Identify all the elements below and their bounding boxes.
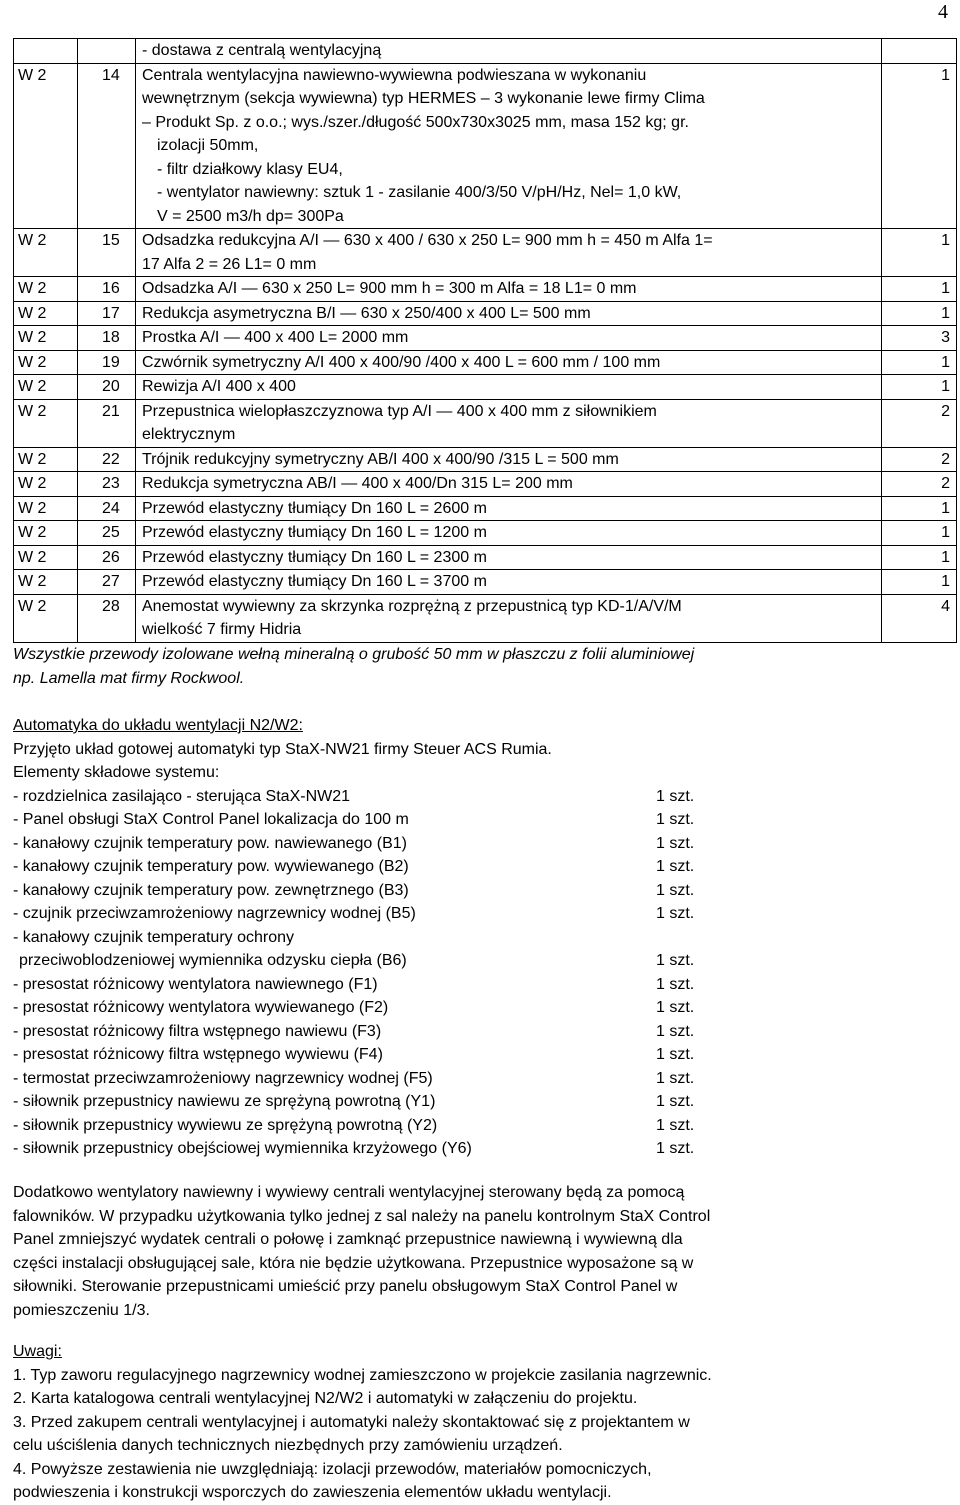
table-row [14, 594, 957, 642]
remarks-list [13, 1364, 913, 1505]
item-name: - kanałowy czujnik temperatury pow. zewnętrznego (B3) [13, 881, 409, 899]
description-line: Prostka A/I — 400 x 400 L= 2000 mm [142, 329, 409, 346]
cell-description [136, 229, 882, 277]
description-line: izolacji 50mm, [157, 137, 259, 154]
cell-quantity: 2 [882, 447, 957, 472]
paragraph-line: Dodatkowo wentylatory nawiewny i wywiewy centrali wentylacyjnej sterowany będą za pomocą [13, 1184, 685, 1201]
item-quantity: 1 szt. [656, 1140, 695, 1157]
table-row [14, 399, 957, 447]
cell-quantity: 1 [882, 375, 957, 400]
item-quantity: 1 szt. [656, 1046, 695, 1063]
cell-description [136, 375, 882, 400]
table-row [14, 277, 957, 302]
description-line: Przewód elastyczny tłumiący Dn 160 L = 1200 m [142, 524, 487, 541]
cell-quantity: 1 [882, 277, 957, 302]
cell-code: W 2 [14, 545, 78, 570]
description-line: - filtr działkowy klasy EU4, [157, 160, 343, 178]
item-quantity: 1 szt. [656, 787, 695, 805]
cell-item-number: 20 [78, 375, 136, 400]
cell-code: W 2 [14, 229, 78, 277]
remark-line: 3. Przed zakupem centrali wentylacyjnej i automatyki należy skontaktować się z projektantem w [13, 1413, 690, 1431]
additional-paragraph [13, 1181, 899, 1322]
item-quantity: 1 szt. [656, 999, 695, 1016]
paragraph-line: siłowniki. Sterowanie przepustnicami umieścić przy panelu obsługowym StaX Control Panel w [13, 1278, 678, 1295]
paragraph-line: części instalacji obsługującej sale, która nie będzie użytkowana. Przepustnice wyposażone są w [13, 1254, 694, 1272]
remark-line: 4. Powyższe zestawienia nie uwzględniają: izolacji przewodów, materiałów pomocniczych, [13, 1460, 652, 1478]
list-item [13, 1043, 933, 1067]
cell-description [136, 472, 882, 497]
cell-code: W 2 [14, 375, 78, 400]
cell-quantity: 3 [882, 326, 957, 351]
cell-item-number: 21 [78, 399, 136, 447]
paragraph-line: Panel zmniejszyć wydatek centrali o połowę i zamknąć przepustnice nawiewną i wywiewną dla [13, 1231, 683, 1248]
description-line: 17 Alfa 2 = 26 L1= 0 mm [142, 255, 317, 273]
item-name: - siłownik przepustnicy wywiewu ze sprężyną powrotną (Y2) [13, 1116, 438, 1134]
cell-description [136, 277, 882, 302]
table-row [14, 496, 957, 521]
cell-code: W 2 [14, 472, 78, 497]
description-line: elektrycznym [142, 426, 236, 443]
item-name: - siłownik przepustnicy obejściowej wymiennika krzyżowego (Y6) [13, 1140, 472, 1157]
item-quantity: 1 szt. [656, 952, 695, 969]
cell-code: W 2 [14, 521, 78, 546]
cell-item-number: 22 [78, 447, 136, 472]
list-item [13, 1114, 933, 1138]
item-quantity: 1 szt. [656, 1069, 695, 1087]
item-quantity: 1 szt. [656, 834, 695, 852]
list-item [13, 949, 933, 973]
specification-table [13, 38, 957, 643]
cell-code: W 2 [14, 326, 78, 351]
cell-quantity: 1 [882, 496, 957, 521]
cell-quantity: 1 [882, 229, 957, 277]
item-name: - siłownik przepustnicy nawiewu ze sprężyną powrotną (Y1) [13, 1093, 436, 1110]
list-item [13, 1067, 933, 1091]
cell-code: W 2 [14, 301, 78, 326]
cell-description [136, 496, 882, 521]
description-line: Czwórnik symetryczny A/I 400 x 400/90 /400 x 400 L = 600 mm / 100 mm [142, 353, 661, 371]
list-item [13, 996, 933, 1020]
cell-quantity: 1 [882, 521, 957, 546]
cell-description [136, 447, 882, 472]
cell-code: W 2 [14, 594, 78, 642]
cell-item-number: 24 [78, 496, 136, 521]
cell-description [136, 545, 882, 570]
cell-code: W 2 [14, 447, 78, 472]
cell-code: W 2 [14, 350, 78, 375]
remark-line: celu uściślenia danych technicznych niezbędnych przy zamówieniu urządzeń. [13, 1437, 563, 1454]
item-quantity: 1 szt. [656, 905, 695, 922]
cell-quantity: 1 [882, 63, 957, 229]
insulation-note-line: np. Lamella mat firmy Rockwool. [13, 669, 245, 687]
cell-description [136, 399, 882, 447]
cell-item-number: 16 [78, 277, 136, 302]
cell-code: W 2 [14, 277, 78, 302]
cell-item-number: 23 [78, 472, 136, 497]
list-item [13, 832, 933, 856]
cell-item-number: 26 [78, 545, 136, 570]
remarks-heading: Uwagi: [13, 1343, 62, 1360]
description-line: Centrala wentylacyjna nawiewno-wywiewna podwieszana w wykonaniu [142, 66, 647, 84]
description-line: V = 2500 m3/h dp= 300Pa [157, 207, 344, 225]
list-item [13, 785, 933, 809]
cell-code: W 2 [14, 570, 78, 595]
cell-code: W 2 [14, 63, 78, 229]
cell-quantity: 1 [882, 301, 957, 326]
item-name: - czujnik przeciwzamrożeniowy nagrzewnicy wodnej (B5) [13, 905, 416, 922]
item-quantity: 1 szt. [656, 1116, 695, 1134]
automation-items-list [13, 785, 933, 1161]
list-item [13, 855, 933, 879]
list-item [13, 1137, 933, 1161]
table-row [14, 229, 957, 277]
paragraph-line: falowników. W przypadku użytkowania tylko jednej z sal należy na panelu kontrolnym StaX Control [13, 1207, 711, 1225]
item-name: - kanałowy czujnik temperatury pow. nawiewanego (B1) [13, 834, 407, 852]
cell-quantity [882, 39, 957, 64]
item-name: - presostat różnicowy filtra wstępnego nawiewu (F3) [13, 1022, 382, 1040]
cell-description [136, 301, 882, 326]
cell-description [136, 39, 882, 64]
item-name: - kanałowy czujnik temperatury ochrony [13, 928, 295, 946]
cell-item-number: 15 [78, 229, 136, 277]
list-item [13, 902, 933, 926]
table-row [14, 301, 957, 326]
cell-code: W 2 [14, 496, 78, 521]
description-line: Przepustnica wielopłaszczyznowa typ A/I — 400 x 400 mm z siłownikiem [142, 402, 657, 420]
cell-description [136, 594, 882, 642]
cell-item-number: 19 [78, 350, 136, 375]
automation-heading: Automatyka do układu wentylacji N2/W2: [13, 717, 303, 734]
description-line: - wentylator nawiewny: sztuk 1 - zasilanie 400/3/50 V/pH/Hz, Nel= 1,0 kW, [157, 184, 682, 201]
item-quantity: 1 szt. [656, 858, 695, 875]
cell-description [136, 63, 882, 229]
item-name: - kanałowy czujnik temperatury pow. wywiewanego (B2) [13, 858, 409, 875]
cell-quantity: 4 [882, 594, 957, 642]
item-quantity: 1 szt. [656, 881, 695, 899]
cell-description [136, 521, 882, 546]
insulation-note-line: Wszystkie przewody izolowane wełną mineralną o grubość 50 mm w płaszczu z folii aluminiowej [13, 646, 695, 663]
cell-item-number: 14 [78, 63, 136, 229]
description-line: Odsadzka A/I — 630 x 250 L= 900 mm h = 300 m Alfa = 18 L1= 0 mm [142, 280, 637, 297]
cell-item-number: 25 [78, 521, 136, 546]
description-line: Odsadzka redukcyjna A/I — 630 x 400 / 630 x 250 L= 900 mm h = 450 m Alfa 1= [142, 232, 713, 249]
paragraph-line: pomieszczeniu 1/3. [13, 1301, 150, 1319]
item-name: - termostat przeciwzamrożeniowy nagrzewnicy wodnej (F5) [13, 1069, 433, 1087]
description-line: Redukcja symetryczna AB/I — 400 x 400/Dn 315 L= 200 mm [142, 475, 573, 492]
list-item [13, 926, 933, 950]
remark-line: 2. Karta katalogowa centrali wentylacyjnej N2/W2 i automatyki w załączeniu do projektu. [13, 1390, 638, 1407]
specification-table-body [14, 39, 957, 643]
item-name: - rozdzielnica zasilająco - sterująca StaX-NW21 [13, 787, 351, 805]
cell-quantity: 1 [882, 350, 957, 375]
table-row [14, 521, 957, 546]
list-item [13, 879, 933, 903]
item-quantity: 1 szt. [656, 1093, 695, 1110]
cell-quantity: 2 [882, 472, 957, 497]
cell-quantity: 1 [882, 570, 957, 595]
description-line: wielkość 7 firmy Hidria [142, 621, 302, 638]
automation-intro: Przyjęto układ gotowej automatyki typ StaX-NW21 firmy Steuer ACS Rumia. [13, 740, 552, 758]
cell-description [136, 570, 882, 595]
cell-item-number: 18 [78, 326, 136, 351]
list-item [13, 1020, 933, 1044]
description-line: Redukcja asymetryczna B/I — 630 x 250/400 x 400 L= 500 mm [142, 304, 591, 322]
table-row [14, 326, 957, 351]
page-number: 4 [938, 1, 948, 23]
item-name: - presostat różnicowy wentylatora nawiewnego (F1) [13, 975, 378, 993]
table-row [14, 472, 957, 497]
cell-code: W 2 [14, 399, 78, 447]
description-line: Przewód elastyczny tłumiący Dn 160 L = 2300 m [142, 548, 487, 566]
item-quantity [656, 926, 736, 950]
remark-line: 1. Typ zaworu regulacyjnego nagrzewnicy wodnej zamieszczono w projekcie zasilania nagrzewnic. [13, 1366, 712, 1384]
table-row [14, 545, 957, 570]
table-row [14, 447, 957, 472]
item-quantity: 1 szt. [656, 975, 695, 993]
remark-line: podwieszenia i konstrukcji wsporczych do zawieszenia elementów układu wentylacji. [13, 1484, 612, 1501]
automation-elements-label: Elementy składowe systemu: [13, 764, 220, 781]
description-line: - dostawa z centralą wentylacyjną [142, 42, 382, 59]
insulation-note [13, 643, 913, 690]
item-quantity: 1 szt. [656, 1022, 695, 1040]
table-row [14, 375, 957, 400]
description-line: wewnętrznym (sekcja wywiewna) typ HERMES – 3 wykonanie lewe firmy Clima [142, 90, 705, 107]
item-name: - Panel obsługi StaX Control Panel lokalizacja do 100 m [13, 811, 409, 828]
description-line: Przewód elastyczny tłumiący Dn 160 L = 3700 m [142, 573, 487, 590]
table-row [14, 350, 957, 375]
description-line: – Produkt Sp. z o.o.; wys./szer./długość 500x730x3025 mm, masa 152 kg; gr. [142, 113, 689, 131]
cell-quantity: 1 [882, 545, 957, 570]
list-item [13, 1090, 933, 1114]
cell-item-number [78, 39, 136, 64]
table-row [14, 570, 957, 595]
description-line: Anemostat wywiewny za skrzynka rozprężną z przepustnicą typ KD-1/A/V/M [142, 597, 682, 615]
list-item [13, 973, 933, 997]
remarks-section [13, 1340, 933, 1505]
item-name: - presostat różnicowy wentylatora wywiewanego (F2) [13, 999, 389, 1016]
cell-description [136, 326, 882, 351]
item-quantity: 1 szt. [656, 811, 695, 828]
cell-item-number: 27 [78, 570, 136, 595]
table-row [14, 39, 957, 64]
item-name: przeciwoblodzeniowej wymiennika odzysku ciepła (B6) [19, 952, 407, 969]
description-line: Trójnik redukcyjny symetryczny AB/I 400 x 400/90 /315 L = 500 mm [142, 450, 619, 468]
cell-description [136, 350, 882, 375]
cell-item-number: 17 [78, 301, 136, 326]
cell-item-number: 28 [78, 594, 136, 642]
table-row [14, 63, 957, 229]
list-item [13, 808, 933, 832]
description-line: Przewód elastyczny tłumiący Dn 160 L = 2600 m [142, 499, 487, 517]
item-name: - presostat różnicowy filtra wstępnego wywiewu (F4) [13, 1046, 383, 1063]
cell-quantity: 2 [882, 399, 957, 447]
automation-section [13, 714, 933, 1161]
cell-code [14, 39, 78, 64]
description-line: Rewizja A/I 400 x 400 [142, 378, 296, 395]
